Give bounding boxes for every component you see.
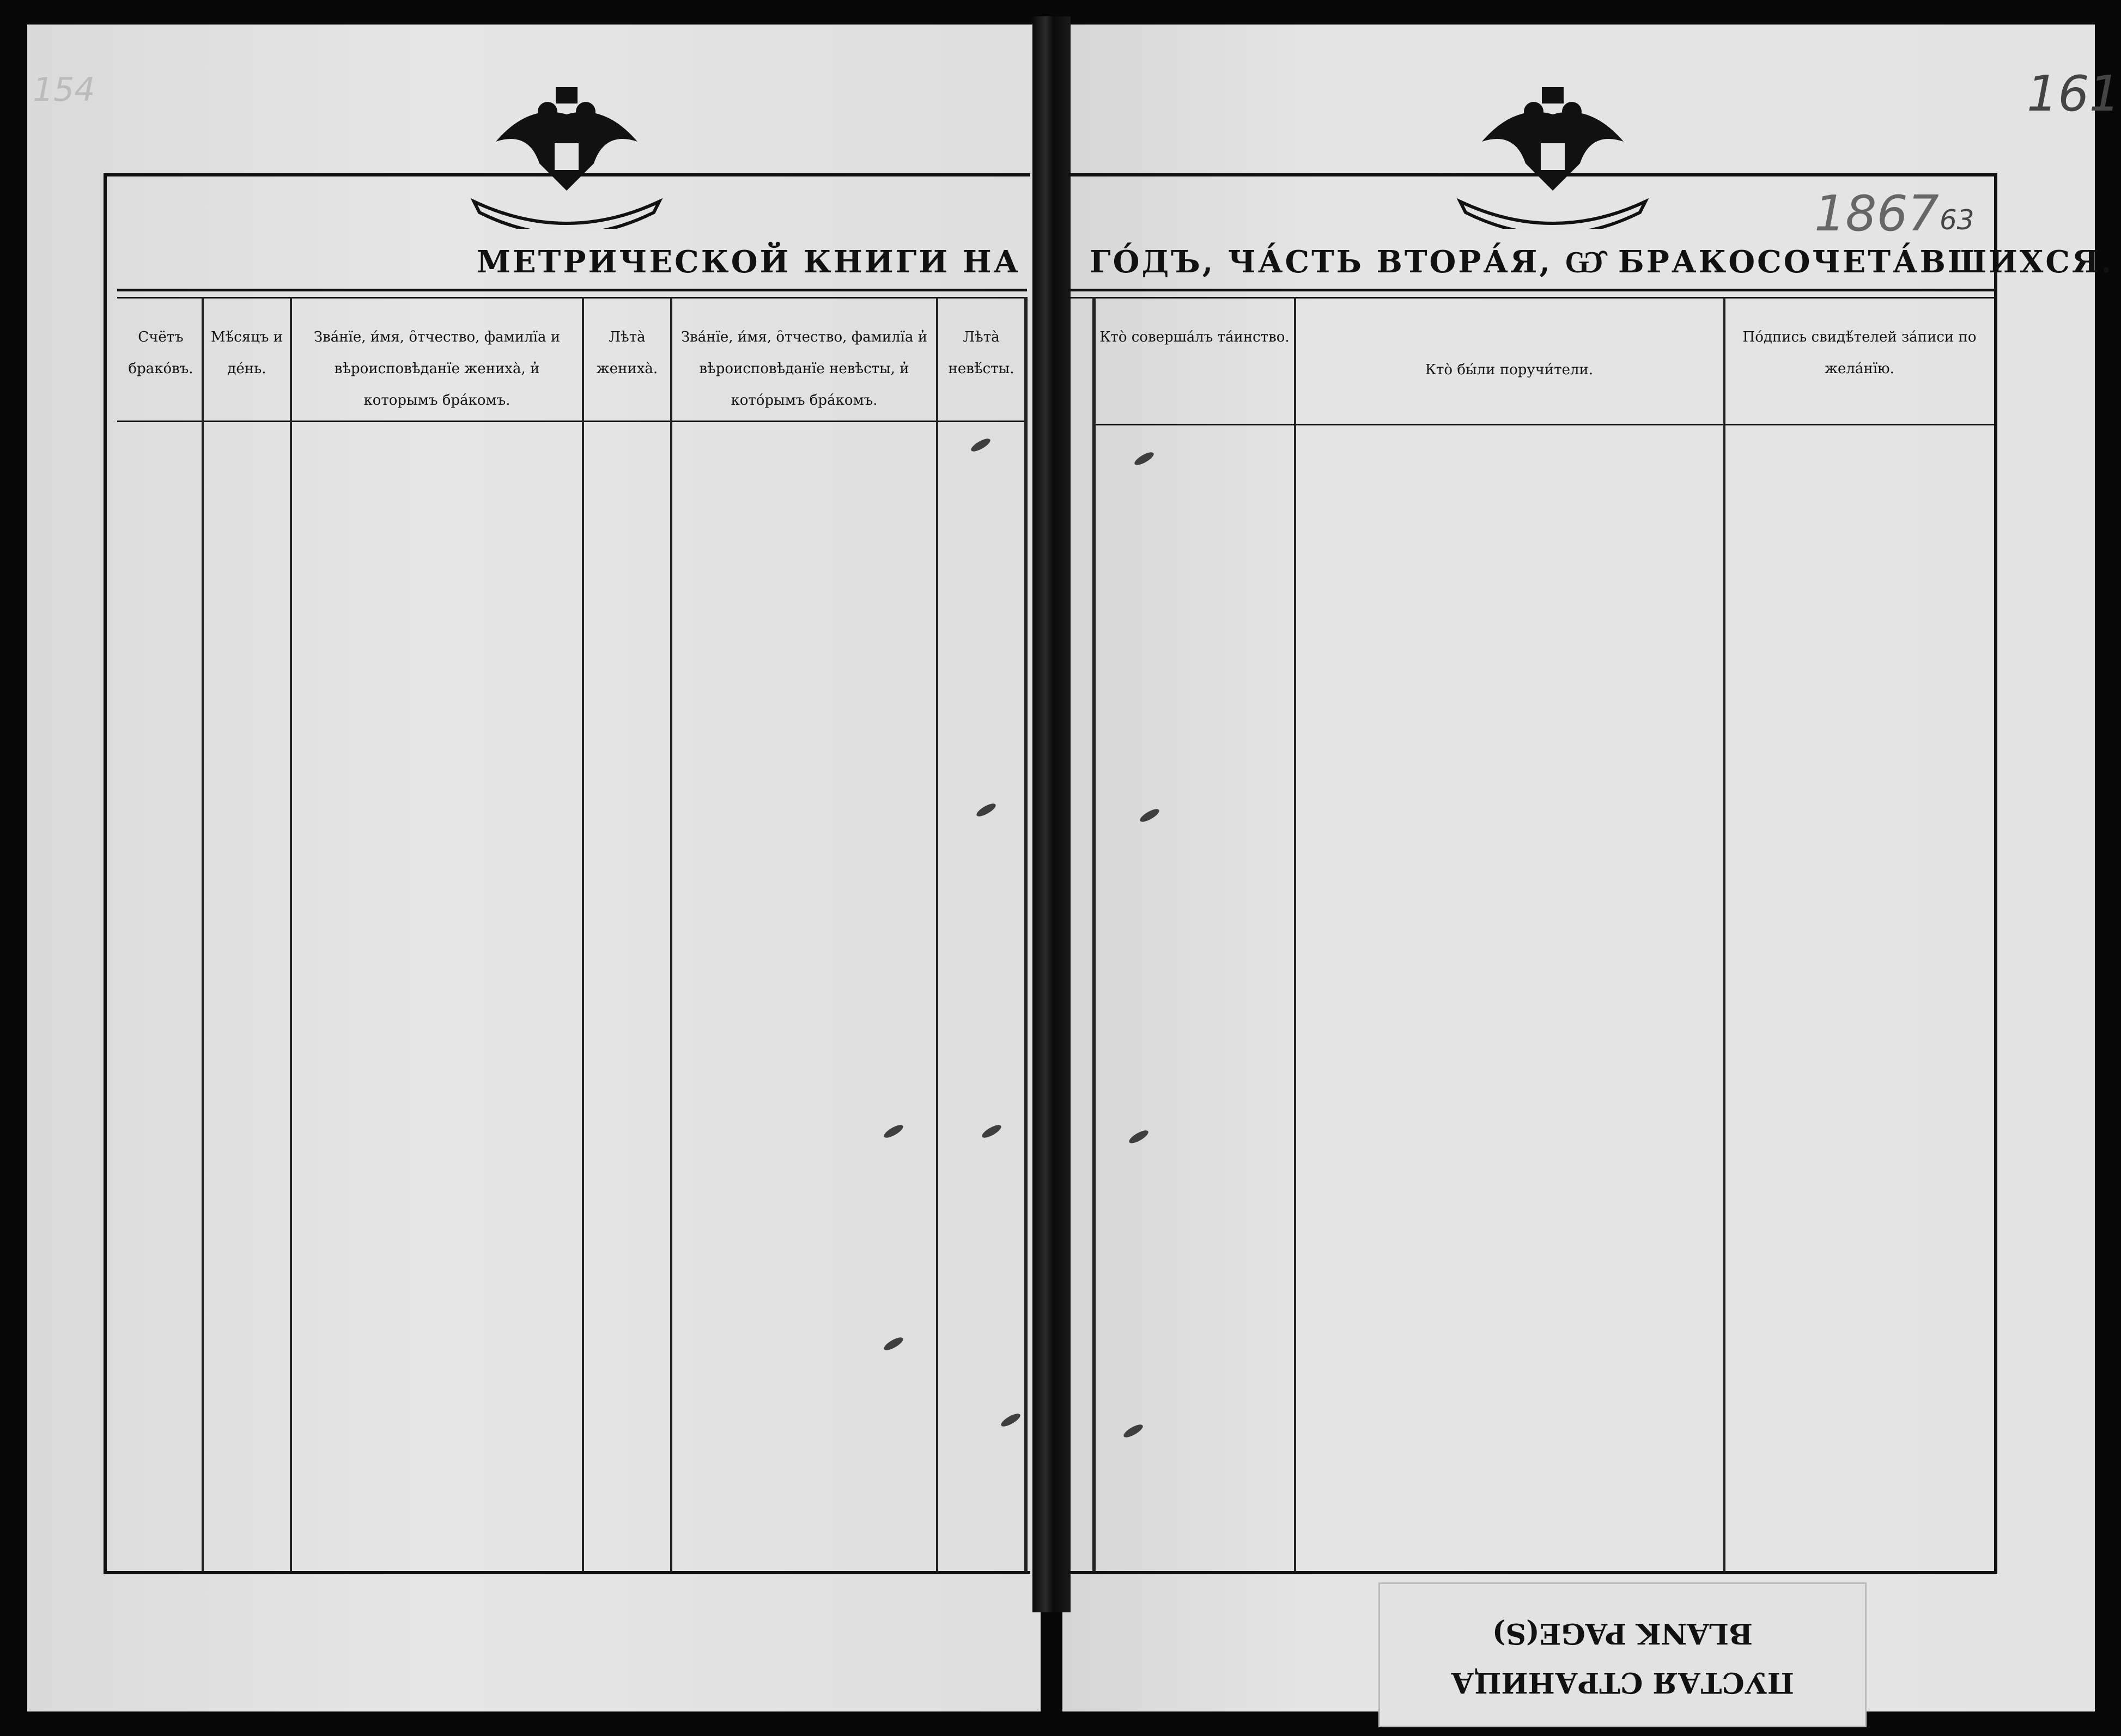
left-col-divider-3 (582, 297, 584, 1571)
right-col-divider-0 (1092, 297, 1096, 1571)
left-col-divider-5 (936, 297, 938, 1571)
header-witness-signatures: По́дпись свидѣ́телей за́писи по жела́нїю. (1742, 329, 1977, 377)
book-gutter (1032, 16, 1071, 1612)
left-col-divider-1 (202, 297, 204, 1571)
header-bride-age: Лѣта̀ невѣ́сты. (948, 329, 1014, 377)
blank-page-stamp (1378, 1582, 1867, 1727)
left-col-divider-4 (670, 297, 672, 1571)
left-page-title: МЕТРИЧЕСКОЙ КНИГИ НА (477, 244, 1021, 280)
stamp-line-russian: ПУСТАЯ СТРАНИЦА (1450, 1666, 1795, 1699)
header-groom-details: Зва́нїе, и́мя, о̑тчество, фамилїа и вѣроисповѣданїе жениха̀, и̓ которымъ бра́комъ. (313, 329, 561, 409)
right-col-divider-1 (1294, 297, 1296, 1571)
left-header-rule (117, 421, 1027, 422)
year-pencil: 1867 (1814, 185, 1940, 242)
header-sponsors: Кто̀ бы́ли поручи́тели. (1425, 362, 1594, 378)
stamp-line-english: BLANK PAGE(S) (1492, 1617, 1753, 1650)
left-corner-pencil-number: 154 (33, 71, 95, 109)
header-month-day: Мѣ́сяцъ и де́нь. (210, 329, 283, 377)
left-col-divider-6 (1024, 297, 1028, 1571)
left-col-divider-2 (290, 297, 292, 1571)
page-number-pencil: 161 (2027, 65, 2120, 123)
right-header-rule (1092, 424, 1997, 425)
right-col-divider-2 (1723, 297, 1725, 1571)
right-title-rule-2 (1068, 297, 1994, 299)
left-title-rule (117, 289, 1027, 291)
right-title-rule (1068, 289, 1994, 291)
header-bride-details: Зва́нїе, и́мя, о̑тчество, фамилїа и̓ вѣроисповѣданїе невѣсты, и̓ кото́рымъ бра́комъ. (680, 329, 928, 409)
small-number-pencil: 63 (1940, 204, 1974, 236)
right-page-title: ГО́ДЪ, ЧА́СТЬ ВТОРА́Я, Ѡ̑ БРАКОСОЧЕТА́ВШИХСЯ. (1090, 244, 2114, 280)
header-marriage-count: Счётъ бракóвъ. (128, 329, 193, 377)
header-officiant: Кто̀ соверша́лъ та́инство. (1099, 329, 1290, 345)
header-groom-age: Лѣта̀ жениха̀. (596, 329, 658, 377)
left-title-rule-2 (117, 297, 1027, 299)
